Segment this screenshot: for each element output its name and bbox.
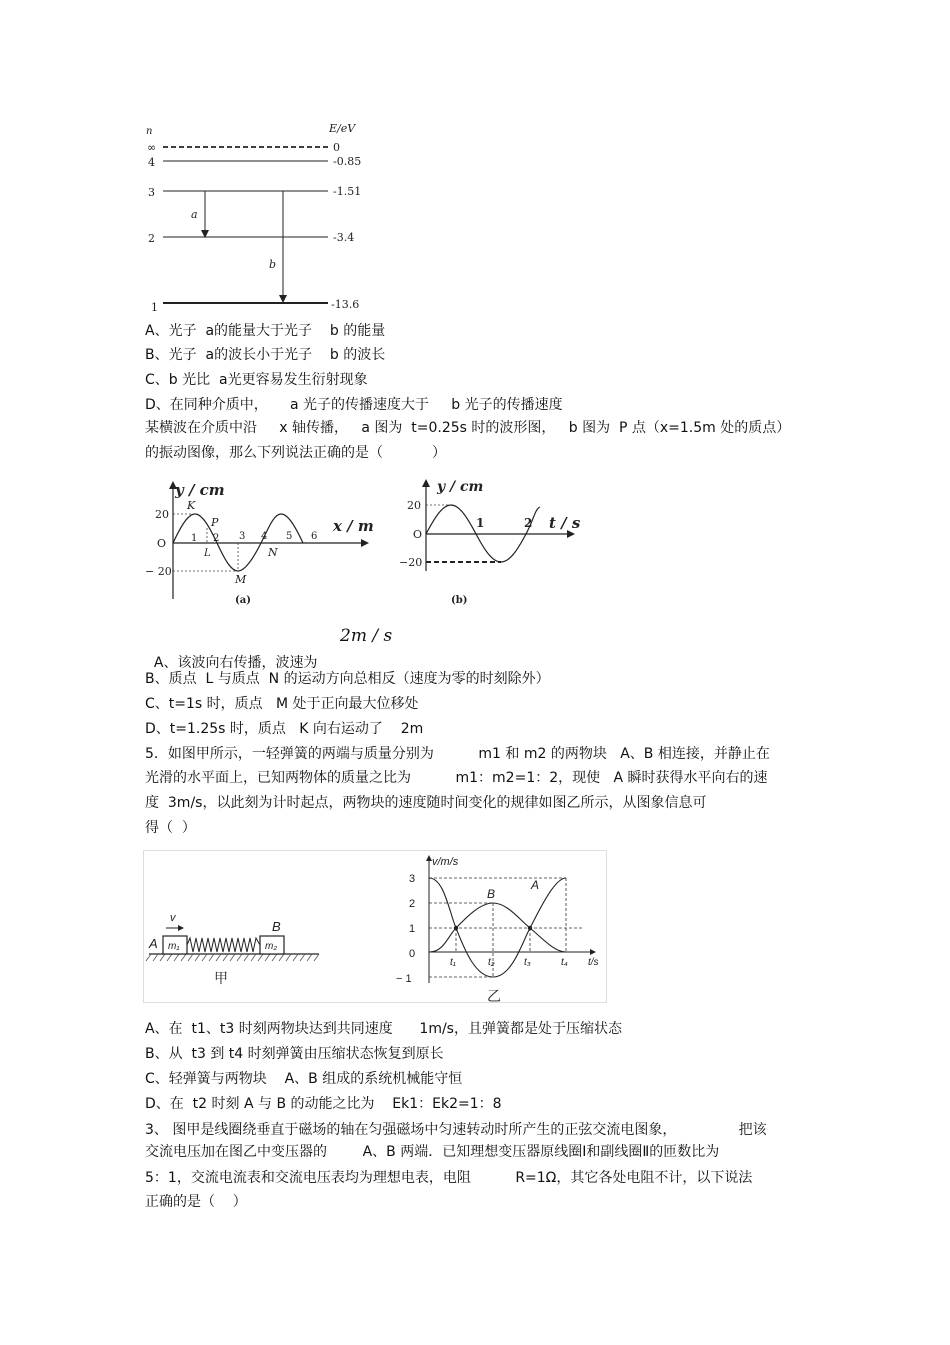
a-x-axis-label: x / m <box>333 517 374 535</box>
right-x-axis-label: t/s <box>588 957 599 968</box>
b-y-axis-label: y / cm <box>437 479 484 495</box>
curve-a-label: A <box>531 878 540 892</box>
a-xtick-3: 3 <box>239 531 246 542</box>
a-y-axis-label: y / cm <box>175 481 225 499</box>
b-ytick-neg20: −20 <box>399 556 423 569</box>
level-n-3: 3 <box>148 186 155 199</box>
n-axis-label: n <box>146 126 153 137</box>
right-ytick-neg1: − 1 <box>396 973 412 985</box>
level-e-3: -1.51 <box>333 185 362 198</box>
vibration-graph-b <box>399 479 581 606</box>
left-block-b-label: B <box>272 919 281 934</box>
left-velocity-label: v <box>170 912 176 924</box>
q5-stem-line-2: 光滑的水平面上，已知两物体的质量之比为 m1：m2=1：2，现使 A 瞬时获得水平向右的速 <box>145 770 768 786</box>
energy-level-diagram <box>143 120 365 315</box>
wave-figure <box>143 471 590 611</box>
a-ytick-20: 20 <box>155 508 169 521</box>
block-m1-label: m₁ <box>168 941 180 952</box>
a-ytick-neg20: − 20 <box>145 565 172 578</box>
b-xtick-1: 1 <box>476 516 485 530</box>
b-caption: (b) <box>451 595 468 606</box>
q3-stem-line-2: 交流电压加在图乙中变压器的 A、B 两端．已知理想变压器原线圈Ⅰ和副线圈Ⅱ的匝数比为 <box>145 1144 720 1160</box>
q5-stem-line-4: 得（ ） <box>145 820 196 836</box>
q3-stem-line-1: 3、 图甲是线圈绕垂直于磁场的轴在匀强磁场中匀速转动时所产生的正弦交流电图象， 把该 <box>145 1122 767 1138</box>
a-point-p: P <box>211 516 219 529</box>
right-xtick-t3: t₃ <box>524 957 531 968</box>
q1-option-b: B、光子 a的波长小于光子 b 的波长 <box>145 347 386 363</box>
q2-option-d: D、t=1.25s 时，质点 K 向右运动了 2m <box>145 721 424 737</box>
q5-option-d: D、在 t2 时刻 A 与 B 的动能之比为 Ek1：Ek2=1：8 <box>145 1096 502 1112</box>
left-block-a-label: A <box>149 936 158 951</box>
level-e-2: -3.4 <box>333 231 355 244</box>
right-ytick-0: 0 <box>409 948 416 960</box>
a-point-l: L <box>204 548 211 559</box>
q5-stem-line-1: 5．如图甲所示，一轻弹簧的两端与质量分别为 m1 和 m2 的两物块 A、B 相连接，并静止在 <box>145 746 770 762</box>
a-point-k: K <box>187 499 196 512</box>
right-ytick-2: 2 <box>409 898 416 910</box>
right-xtick-t4: t₄ <box>561 957 568 968</box>
velocity-time-graph <box>396 855 599 1004</box>
q1-option-a: A、光子 a的能量大于光子 b 的能量 <box>145 323 386 339</box>
a-xtick-6: 6 <box>311 531 318 542</box>
a-xtick-4: 4 <box>261 531 268 542</box>
q2-option-a-formula: 2m / s <box>340 626 393 646</box>
q5-stem-line-3: 度 3m/s，以此刻为计时起点，两物块的速度随时间变化的规律如图乙所示，从图象信息可 <box>145 795 707 811</box>
level-n-1: 1 <box>151 301 158 314</box>
b-ytick-origin: O <box>413 528 423 541</box>
a-ytick-origin: O <box>157 537 167 550</box>
right-ytick-3: 3 <box>409 873 416 885</box>
energy-axis-label: E/eV <box>329 122 356 135</box>
right-y-axis-label: v/m/s <box>432 856 459 868</box>
a-caption: (a) <box>235 595 251 606</box>
right-xtick-t2: t₂ <box>488 957 495 968</box>
block-m2-label: m₂ <box>265 941 278 952</box>
a-xtick-5: 5 <box>286 531 293 542</box>
left-caption: 甲 <box>214 970 228 986</box>
q2-option-b: B、质点 L 与质点 N 的运动方向总相反（速度为零的时刻除外） <box>145 671 550 687</box>
waveform-graph-a <box>145 481 374 606</box>
level-e-inf: 0 <box>333 141 340 154</box>
arrow-b-label: b <box>269 258 277 271</box>
level-n-inf: ∞ <box>147 141 157 154</box>
q5-option-c: C、轻弹簧与两物块 A、B 组成的系统机械能守恒 <box>145 1071 463 1087</box>
b-ytick-20: 20 <box>407 499 421 512</box>
q2-stem-line-2: 的振动图像，那么下列说法正确的是（ ） <box>145 445 446 461</box>
q5-option-b: B、从 t3 到 t4 时刻弹簧由压缩状态恢复到原长 <box>145 1046 444 1062</box>
q2-option-a-text: A、该波向右传播，波速为 <box>153 655 318 671</box>
a-point-n: N <box>268 546 278 559</box>
q2-option-c: C、t=1s 时，质点 M 处于正向最大位移处 <box>145 696 419 712</box>
q3-stem-line-4: 正确的是（ ） <box>145 1194 247 1210</box>
arrow-a-label: a <box>191 208 198 221</box>
right-ytick-1: 1 <box>409 923 416 935</box>
a-xtick-1: 1 <box>191 533 198 544</box>
curve-b-label: B <box>487 887 496 901</box>
q3-stem-line-3: 5：1，交流电流表和交流电压表均为理想电表，电阻 R=1Ω，其它各处电阻不计，以下说法 <box>145 1170 753 1186</box>
b-xtick-2: 2 <box>524 516 533 530</box>
level-n-2: 2 <box>148 232 155 245</box>
spring-velocity-figure <box>143 850 607 1003</box>
q5-option-a: A、在 t1、t3 时刻两物块达到共同速度 1m/s，且弹簧都是处于压缩状态 <box>145 1021 622 1037</box>
b-x-axis-label: t / s <box>549 514 581 532</box>
q1-option-c: C、b 光比 a光更容易发生衍射现象 <box>145 372 368 388</box>
q2-stem-line-1: 某横波在介质中沿 x 轴传播， a 图为 t=0.25s 时的波形图， b 图为 P 点（x=1.5m 处的质点） <box>145 420 791 436</box>
right-xtick-t1: t₁ <box>450 957 456 968</box>
a-point-m: M <box>235 573 247 586</box>
spring-diagram <box>146 912 319 986</box>
a-xtick-2: 2 <box>213 533 220 544</box>
level-e-4: -0.85 <box>333 155 362 168</box>
level-e-1: -13.6 <box>331 298 360 311</box>
level-n-4: 4 <box>148 156 155 169</box>
right-caption: 乙 <box>487 988 501 1004</box>
q1-option-d: D、在同种介质中， a 光子的传播速度大于 b 光子的传播速度 <box>145 397 563 413</box>
